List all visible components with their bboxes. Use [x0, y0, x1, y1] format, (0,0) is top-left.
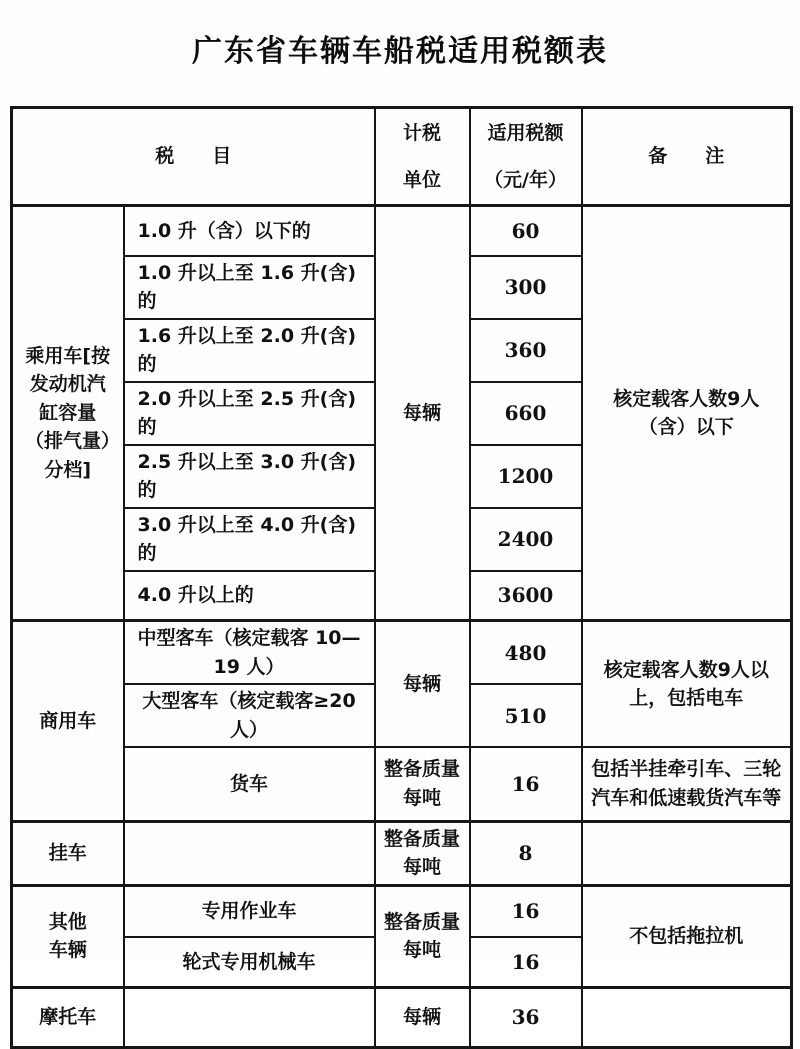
amount-cell: 16 — [470, 885, 582, 937]
remark-cell: 核定载客人数9人以上，包括电车 — [582, 621, 792, 748]
unit-cell: 整备质量每吨 — [375, 885, 470, 987]
subcategory-cell: 专用作业车 — [124, 885, 375, 937]
subcategory-cell: 货车 — [124, 747, 375, 821]
header-tax-unit-text — [384, 119, 461, 194]
header-tax-unit-line1: 计税 — [403, 122, 442, 144]
header-tax-amount — [470, 108, 582, 206]
subcategory-cell: 4.0 升以上的 — [124, 571, 375, 621]
header-tax-amount-text — [479, 119, 573, 194]
subcategory-cell — [124, 821, 375, 885]
header-tax-amount-line1: 适用税额 — [487, 122, 564, 144]
subcategory-cell: 3.0 升以上至 4.0 升(含)的 — [124, 508, 375, 571]
unit-cell: 每辆 — [375, 987, 470, 1047]
unit-cell: 每辆 — [375, 206, 470, 621]
header-tax-unit-line2: 单位 — [403, 168, 442, 191]
category-cell-other — [12, 885, 124, 987]
amount-cell: 360 — [470, 319, 582, 382]
subcategory-cell: 轮式专用机械车 — [124, 937, 375, 987]
category-cell-passenger: 乘用车[按发动机汽缸容量（排气量）分档] — [12, 206, 124, 621]
category-cell-motorcycle: 摩托车 — [12, 987, 124, 1047]
unit-cell: 每辆 — [375, 621, 470, 748]
category-cell-trailer: 挂车 — [12, 821, 124, 885]
amount-cell: 480 — [470, 621, 582, 685]
subcategory-cell: 1.0 升以上至 1.6 升(含)的 — [124, 256, 375, 319]
remark-cell: 包括半挂牵引车、三轮汽车和低速载货汽车等 — [582, 747, 792, 821]
amount-cell: 8 — [470, 821, 582, 885]
subcategory-cell — [124, 987, 375, 1047]
header-tax-item: 税 目 — [12, 108, 375, 206]
header-remark: 备 注 — [582, 108, 792, 206]
subcategory-cell: 1.6 升以上至 2.0 升(含)的 — [124, 319, 375, 382]
table-row — [12, 885, 792, 937]
remark-cell: 核定载客人数9人（含）以下 — [582, 206, 792, 621]
table-header-row — [12, 108, 792, 206]
category-cell-commercial: 商用车 — [12, 621, 124, 822]
remark-cell — [582, 821, 792, 885]
amount-cell: 16 — [470, 747, 582, 821]
unit-cell: 整备质量每吨 — [375, 747, 470, 821]
amount-cell: 300 — [470, 256, 582, 319]
subcategory-cell: 中型客车（核定载客 10—19 人） — [124, 621, 375, 685]
remark-cell — [582, 987, 792, 1047]
subcategory-cell: 2.5 升以上至 3.0 升(含)的 — [124, 445, 375, 508]
amount-cell: 60 — [470, 206, 582, 256]
header-tax-unit — [375, 108, 470, 206]
tax-rate-table — [10, 106, 793, 1049]
table-row — [12, 987, 792, 1047]
unit-cell: 整备质量每吨 — [375, 821, 470, 885]
subcategory-cell: 1.0 升（含）以下的 — [124, 206, 375, 256]
subcategory-cell: 2.0 升以上至 2.5 升(含)的 — [124, 382, 375, 445]
amount-cell: 3600 — [470, 571, 582, 621]
amount-cell: 1200 — [470, 445, 582, 508]
amount-cell: 16 — [470, 937, 582, 987]
table-row — [12, 206, 792, 256]
remark-cell: 不包括拖拉机 — [582, 885, 792, 987]
category-other-text: 其他车辆 — [48, 910, 87, 961]
amount-cell: 660 — [470, 382, 582, 445]
amount-cell: 510 — [470, 684, 582, 747]
table-row — [12, 621, 792, 685]
header-tax-amount-line2: （元/年） — [484, 168, 567, 191]
subcategory-cell: 大型客车（核定载客≥20 人） — [124, 684, 375, 747]
table-row — [12, 747, 792, 821]
page-title: 广东省车辆车船税适用税额表 — [192, 34, 608, 69]
amount-cell: 2400 — [470, 508, 582, 571]
table-row — [12, 821, 792, 885]
amount-cell: 36 — [470, 987, 582, 1047]
